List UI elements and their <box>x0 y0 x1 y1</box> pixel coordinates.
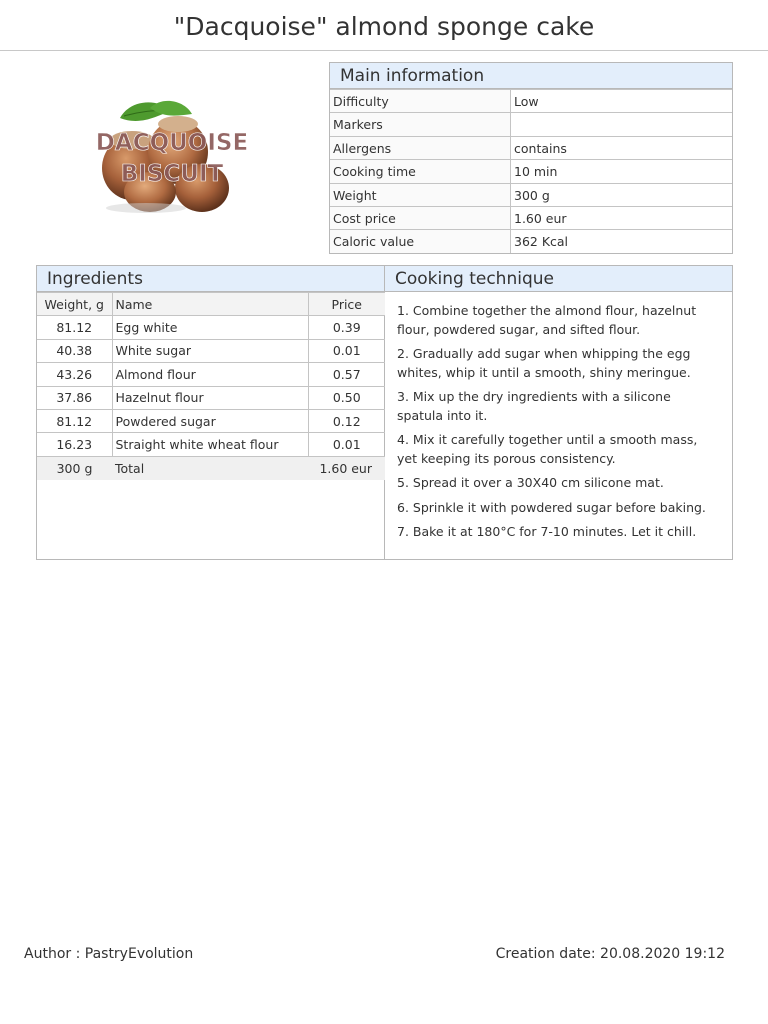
step-item: 6. Sprinkle it with powdered sugar before baking. <box>397 499 706 515</box>
cell-weight: 81.12 <box>37 409 112 432</box>
info-value: 362 Kcal <box>514 234 569 250</box>
info-label: Weight <box>330 184 511 206</box>
creation-date: Creation date: 20.08.2020 19:12 <box>495 946 725 962</box>
column-header-name: Name <box>112 293 308 316</box>
step-item: 4. Mix it carefully together until a smooth mass, yet keeping its porous consistency. <box>397 432 698 466</box>
info-label: Difficulty <box>330 90 511 112</box>
step-item: 7. Bake it at 180°C for 7-10 minutes. Let it chill. <box>397 524 697 539</box>
table-row <box>37 339 385 362</box>
table-row <box>37 409 385 432</box>
table-row <box>37 386 385 409</box>
cell-price: 0.50 <box>308 386 385 409</box>
cell-price: 0.12 <box>308 409 385 432</box>
column-header-weight: Weight, g <box>37 293 112 316</box>
cell-price: 0.39 <box>308 316 385 339</box>
ingredients-heading: Ingredients <box>37 266 384 292</box>
total-row <box>37 456 385 479</box>
info-row-difficulty <box>330 89 732 112</box>
steps-list <box>385 292 732 542</box>
cooking-technique-heading: Cooking technique <box>385 266 732 292</box>
total-price: 1.60 eur <box>308 456 385 479</box>
main-information-heading: Main information <box>330 63 732 89</box>
step-item: 1. Combine together the almond flour, hazelnut flour, powdered sugar, and sifted flour. <box>397 303 697 337</box>
info-row-allergens <box>330 136 732 159</box>
cell-weight: 37.86 <box>37 386 112 409</box>
info-label: Cost price <box>330 207 511 229</box>
cell-price: 0.01 <box>308 433 385 456</box>
title-bar <box>0 0 768 51</box>
table-row <box>37 433 385 456</box>
main-information-panel <box>329 62 733 254</box>
total-weight: 300 g <box>37 456 112 479</box>
cell-weight: 43.26 <box>37 363 112 386</box>
cooking-technique-panel <box>385 266 732 559</box>
total-label: Total <box>112 456 308 479</box>
cell-price: 0.01 <box>308 339 385 362</box>
cell-name: Egg white <box>112 316 308 339</box>
cell-name: Powdered sugar <box>112 409 308 432</box>
info-label: Markers <box>330 113 511 135</box>
step-item: 2. Gradually add sugar when whipping the egg whites, whip it until a smooth, shiny meringue. <box>397 346 691 380</box>
ingredients-table <box>37 292 385 480</box>
cell-name: Almond flour <box>112 363 308 386</box>
info-row-cooking-time <box>330 159 732 182</box>
image-text-line1: DACQUOISE <box>95 130 249 156</box>
step-item: 5. Spread it over a 30X40 cm silicone mat. <box>397 475 664 490</box>
info-value: 1.60 eur <box>514 210 567 226</box>
info-label: Allergens <box>330 137 511 159</box>
info-row-cost-price <box>330 206 732 229</box>
cell-name: White sugar <box>112 339 308 362</box>
info-value <box>511 113 732 135</box>
cell-weight: 81.12 <box>37 316 112 339</box>
page-title: "Dacquoise" almond sponge cake <box>173 12 595 41</box>
step-item: 3. Mix up the dry ingredients with a silicone spatula into it. <box>397 389 671 423</box>
table-row <box>37 316 385 339</box>
info-value: 10 min <box>514 164 558 180</box>
cell-price: 0.57 <box>308 363 385 386</box>
image-text-line2: BISCUIT <box>120 161 224 187</box>
info-label: Cooking time <box>330 160 511 182</box>
author-label: Author : PastryEvolution <box>24 946 194 962</box>
recipe-image <box>80 96 264 216</box>
cell-name: Hazelnut flour <box>112 386 308 409</box>
cell-weight: 16.23 <box>37 433 112 456</box>
info-value: contains <box>514 140 567 156</box>
table-row <box>37 363 385 386</box>
info-label: Caloric value <box>330 230 511 252</box>
info-row-markers <box>330 112 732 135</box>
hazelnut-image <box>80 96 264 216</box>
info-row-caloric-value <box>330 229 732 252</box>
cell-weight: 40.38 <box>37 339 112 362</box>
info-row-weight <box>330 183 732 206</box>
info-value: 300 g <box>514 187 550 203</box>
table-header-row <box>37 293 385 316</box>
ingredients-panel <box>37 266 385 559</box>
info-value: Low <box>514 94 539 109</box>
recipe-details <box>36 265 733 560</box>
column-header-price: Price <box>308 293 385 316</box>
cell-name: Straight white wheat flour <box>112 433 308 456</box>
